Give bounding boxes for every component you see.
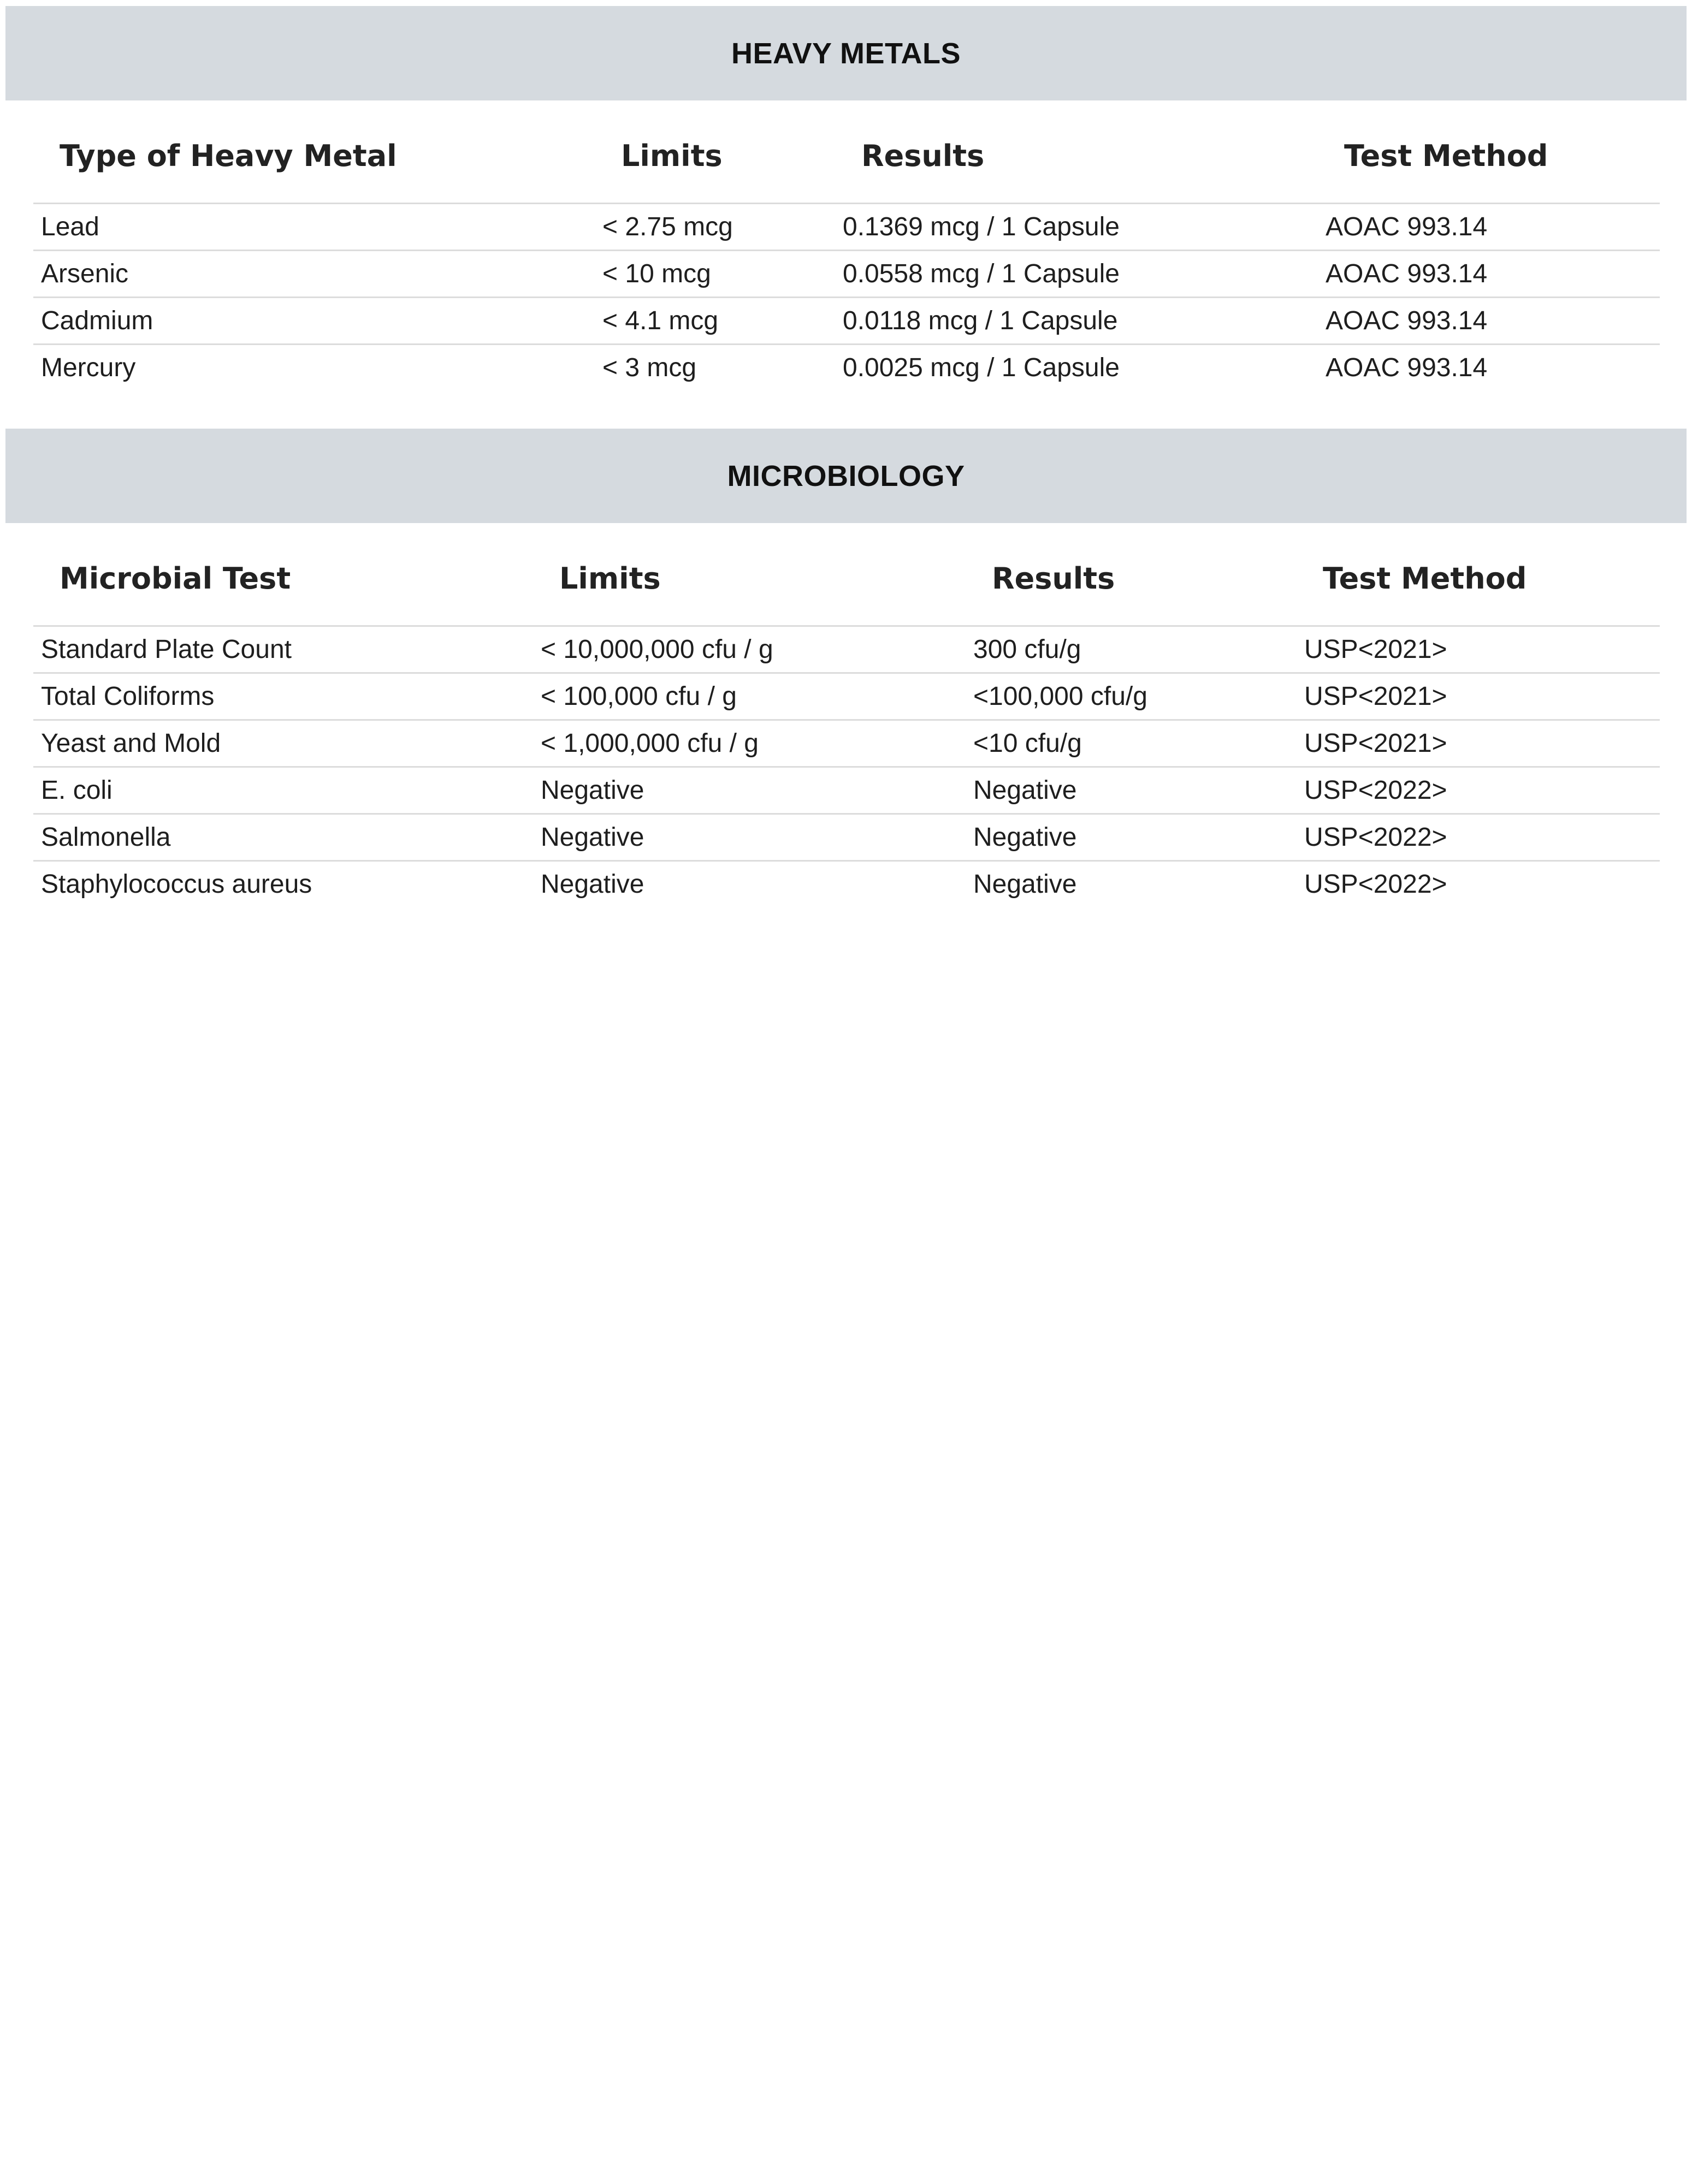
column-header-results: Results	[966, 532, 1297, 626]
microbial-test-cell: E. coli	[33, 767, 533, 814]
column-header-limits: Limits	[533, 532, 966, 626]
heavy-metals-title: HEAVY METALS	[731, 37, 961, 70]
result-cell: Negative	[973, 870, 1077, 899]
microbiology-table	[33, 532, 1660, 907]
microbial-test-cell: Total Coliforms	[33, 673, 533, 720]
limit-cell: < 2.75 mcg	[595, 204, 835, 251]
column-header-test-method: Test Method	[1318, 109, 1660, 204]
test-method-cell: USP<2021>	[1297, 626, 1660, 673]
table-row	[33, 814, 1660, 861]
metal-name-cell: Lead	[33, 204, 595, 251]
table-row	[33, 251, 1660, 298]
table-row	[33, 673, 1660, 720]
result-cell: 0.1369 mcg / 1 Capsule	[835, 204, 1318, 251]
metal-name-cell: Mercury	[41, 353, 136, 382]
table-row	[33, 626, 1660, 673]
microbial-test-cell: Salmonella	[33, 814, 533, 861]
result-cell: Negative	[966, 767, 1297, 814]
table-row	[33, 204, 1660, 251]
test-method-cell: AOAC 993.14	[1326, 353, 1488, 382]
limit-cell: < 4.1 mcg	[595, 298, 835, 345]
heavy-metals-table	[33, 109, 1660, 390]
metal-name-cell: Arsenic	[33, 251, 595, 298]
result-cell: Negative	[966, 814, 1297, 861]
limit-cell: < 3 mcg	[602, 353, 697, 382]
limit-cell: < 1,000,000 cfu / g	[533, 720, 966, 767]
metal-name-cell: Cadmium	[33, 298, 595, 345]
column-header-microbial-test: Microbial Test	[33, 532, 533, 626]
table-row	[33, 298, 1660, 345]
table-row	[33, 861, 1660, 907]
limit-cell: Negative	[533, 767, 966, 814]
result-cell: 0.0118 mcg / 1 Capsule	[835, 298, 1318, 345]
result-cell: 300 cfu/g	[966, 626, 1297, 673]
result-cell: <100,000 cfu/g	[966, 673, 1297, 720]
table-row	[33, 767, 1660, 814]
microbial-test-cell: Yeast and Mold	[33, 720, 533, 767]
limit-cell: < 100,000 cfu / g	[533, 673, 966, 720]
column-header-metal-type: Type of Heavy Metal	[33, 109, 595, 204]
microbial-test-cell: Standard Plate Count	[33, 626, 533, 673]
test-method-cell: USP<2022>	[1297, 767, 1660, 814]
test-method-cell: AOAC 993.14	[1318, 251, 1660, 298]
result-cell: 0.0025 mcg / 1 Capsule	[843, 353, 1120, 382]
test-method-cell: USP<2022>	[1297, 814, 1660, 861]
microbiology-banner	[5, 429, 1687, 523]
test-method-cell: USP<2021>	[1297, 673, 1660, 720]
limit-cell: < 10,000,000 cfu / g	[533, 626, 966, 673]
test-method-cell: USP<2021>	[1297, 720, 1660, 767]
table-header-row	[33, 109, 1660, 204]
test-method-cell: AOAC 993.14	[1318, 298, 1660, 345]
table-row	[33, 720, 1660, 767]
column-header-results: Results	[835, 109, 1318, 204]
test-method-cell: USP<2022>	[1304, 870, 1447, 899]
result-cell: 0.0558 mcg / 1 Capsule	[835, 251, 1318, 298]
limit-cell: Negative	[533, 814, 966, 861]
microbial-test-cell: Staphylococcus aureus	[41, 870, 312, 899]
column-header-limits: Limits	[595, 109, 835, 204]
limit-cell: Negative	[541, 870, 644, 899]
heavy-metals-banner	[5, 6, 1687, 100]
microbiology-title: MICROBIOLOGY	[727, 459, 965, 492]
result-cell: <10 cfu/g	[966, 720, 1297, 767]
table-header-row	[33, 532, 1660, 626]
column-header-test-method: Test Method	[1297, 532, 1660, 626]
limit-cell: < 10 mcg	[595, 251, 835, 298]
test-method-cell: AOAC 993.14	[1318, 204, 1660, 251]
table-row	[33, 345, 1660, 391]
